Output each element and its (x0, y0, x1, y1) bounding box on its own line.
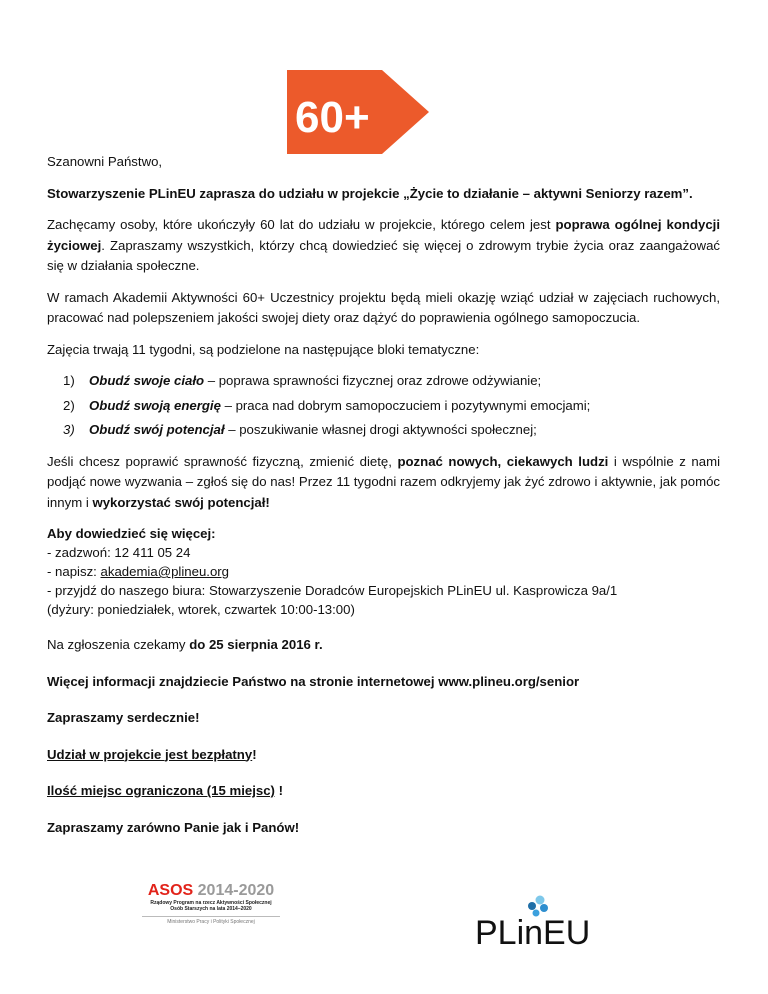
contact-heading: Aby dowiedzieć się więcej: (47, 526, 216, 541)
more-info: Więcej informacji znajdziecie Państwo na stronie internetowej www.plineu.org/senior (47, 673, 580, 689)
paragraph-goal: Zachęcamy osoby, które ukończyły 60 lat do udziału w projekcie, którego celem jest poprawa ogólnej kondycji życiowej. Zapraszamy wszystkich, którzy chcą dowiedzieć się więcej o zdrowym trybie życia oraz zaangażować się w działania społeczne. (47, 217, 720, 273)
limited-places: Ilość miejsc ograniczona (15 miejsc) ! (47, 783, 284, 798)
greeting: Szanowni Państwo, (47, 154, 163, 169)
paragraph-academy: W ramach Akademii Aktywności 60+ Uczestnicy projektu będą mieli okazję wziąć udział w zajęciach ruchowych, pracować nad polepszeniem jakości swojej diety oraz dążyć do poprawienia ogólnego samopoczucia. (47, 289, 720, 325)
contact-block: Aby dowiedzieć się więcej: - zadzwoń: 12 411 05 24 - napisz: akademia@plineu.org - przyjdź do naszego biura: Stowarzyszenie Doradców Europejskich PLinEU ul. Kasprowicza 9a/1 (dyżury: poniedziałek, wtorek, czwartek 10:00-13:00) (47, 526, 618, 617)
list-item: 1) Obudź swoje ciało – poprawa sprawności fizycznej oraz zdrowe odżywianie; (63, 373, 542, 388)
contact-phone: - zadzwoń: 12 411 05 24 (47, 545, 191, 560)
blocks-list (47, 371, 720, 441)
free-participation: Udział w projekcie jest bezpłatny! (47, 746, 257, 762)
closing: Zapraszamy zarówno Panie jak i Panów! (47, 819, 300, 835)
plineu-logo (470, 892, 620, 952)
paragraph-call-to-action: Jeśli chcesz poprawić sprawność fizyczną, zmienić dietę, poznać nowych, ciekawych ludzi i wspólnie z nami podjąć nowe wyzwania – zgłoś się do nas! Przez 11 tygodni razem odkryjemy jak żyć zdrowo i aktywnie, jak pomóc innym i wykorzystać swój potencjał! (47, 453, 720, 510)
list-item: 3) Obudź swój potencjał – poszukiwanie własnej drogi aktywności społecznej; (63, 422, 537, 437)
letter-body (47, 152, 720, 849)
badge-text: 60+ (295, 93, 370, 142)
contact-hours: (dyżury: poniedziałek, wtorek, czwartek 10:00-13:00) (47, 602, 355, 617)
60-plus-badge (287, 70, 429, 154)
list-item: 2) Obudź swoją energię – praca nad dobrym samopoczuciem i pozytywnymi emocjami; (63, 397, 591, 413)
intro: Stowarzyszenie PLinEU zaprasza do udziału w projekcie „Życie to działanie – aktywni Seniorzy razem”. (47, 185, 693, 201)
deadline: Na zgłoszenia czekamy do 25 sierpnia 2016 r. (47, 637, 323, 652)
svg-text:PLinEU: PLinEU (475, 914, 591, 952)
contact-office: - przyjdź do naszego biura: Stowarzyszenie Doradców Europejskich PLinEU ul. Kasprowicza 9a/1 (47, 583, 618, 598)
email-link[interactable]: akademia@plineu.org (100, 564, 230, 579)
paragraph-blocks-intro: Zajęcia trwają 11 tygodni, są podzielone na następujące bloki tematyczne: (47, 341, 480, 357)
invite: Zapraszamy serdecznie! (47, 710, 200, 725)
asos-logo: ASOS 2014-2020 Rządowy Program na rzecz Aktywności Społecznej Osób Starszych na lata 2014–2020 Ministerstwo Pracy i Polityki Społecznej (136, 882, 286, 936)
